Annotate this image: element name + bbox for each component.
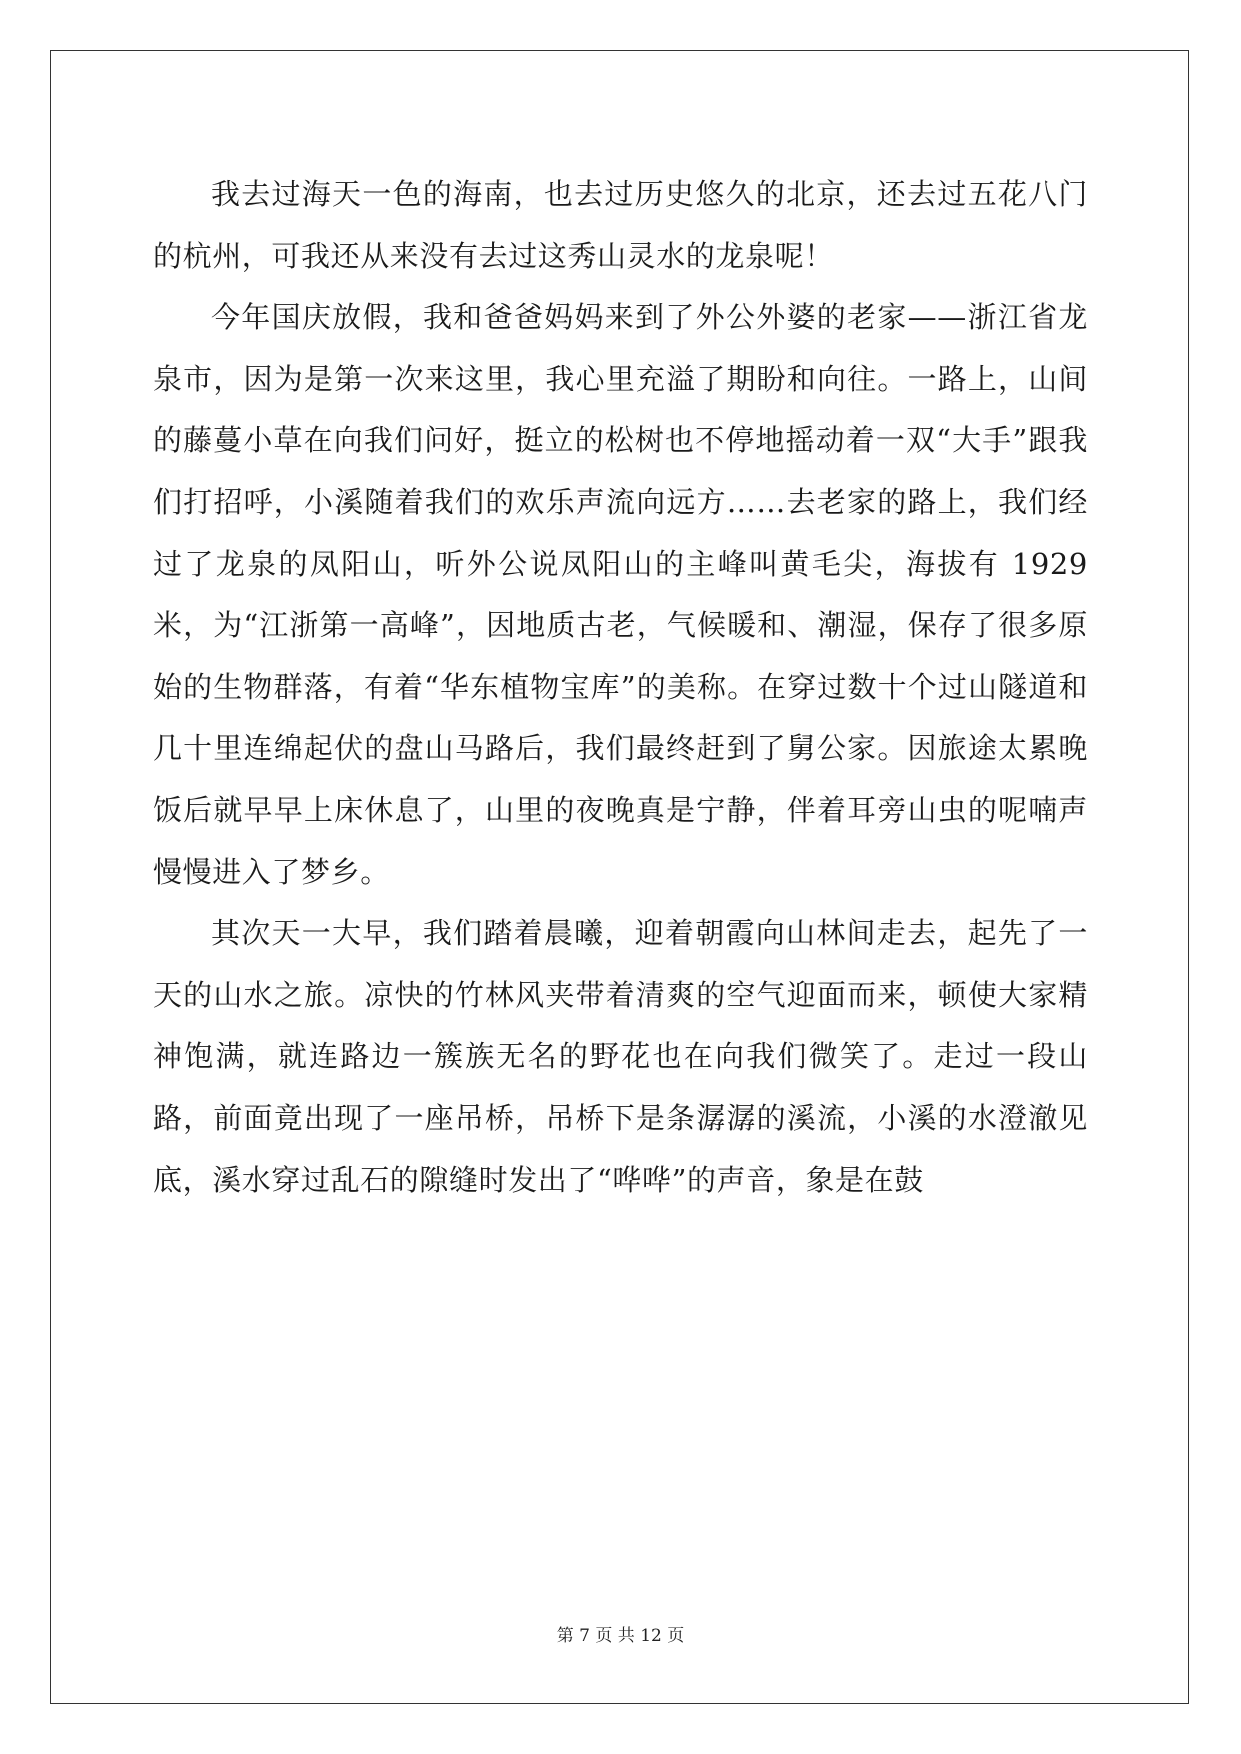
paragraph-1: 我去过海天一色的海南，也去过历史悠久的北京，还去过五花八门的杭州，可我还从来没有去过这秀山灵水的龙泉呢！ <box>153 177 1088 273</box>
page-number-footer: 第 7 页 共 12 页 <box>556 1626 685 1646</box>
paragraph-3: 其次天一大早，我们踏着晨曦，迎着朝霞向山林间走去，起先了一天的山水之旅。凉快的竹林风夹带着清爽的空气迎面而来，顿使大家精神饱满，就连路边一簇族无名的野花也在向我们微笑了。走过一段山路，前面竟出现了一座吊桥，吊桥下是条潺潺的溪流，小溪的水澄澈见底，溪水穿过乱石的隙缝时发出了“哗哗”的声音，象是在鼓 <box>153 916 1088 1197</box>
paragraph-2: 今年国庆放假，我和爸爸妈妈来到了外公外婆的老家——浙江省龙泉市，因为是第一次来这里，我心里充溢了期盼和向往。一路上，山间的藤蔓小草在向我们问好，挺立的松树也不停地摇动着一双“大手”跟我们打招呼，小溪随着我们的欢乐声流向远方……去老家的路上，我们经过了龙泉的凤阳山，听外公说凤阳山的主峰叫黄毛尖，海拔有 1929 米，为“江浙第一高峰”，因地质古老，气候暖和、潮湿，保存了很多原始的生物群落，有着“华东植物宝库”的美称。在穿过数十个过山隧道和几十里连绵起伏的盘山马路后，我们最终赶到了舅公家。因旅途太累晚饭后就早早上床休息了，山里的夜晚真是宁静，伴着耳旁山虫的呢喃声慢慢进入了梦乡。 <box>153 300 1088 889</box>
document-body <box>153 164 1088 1211</box>
